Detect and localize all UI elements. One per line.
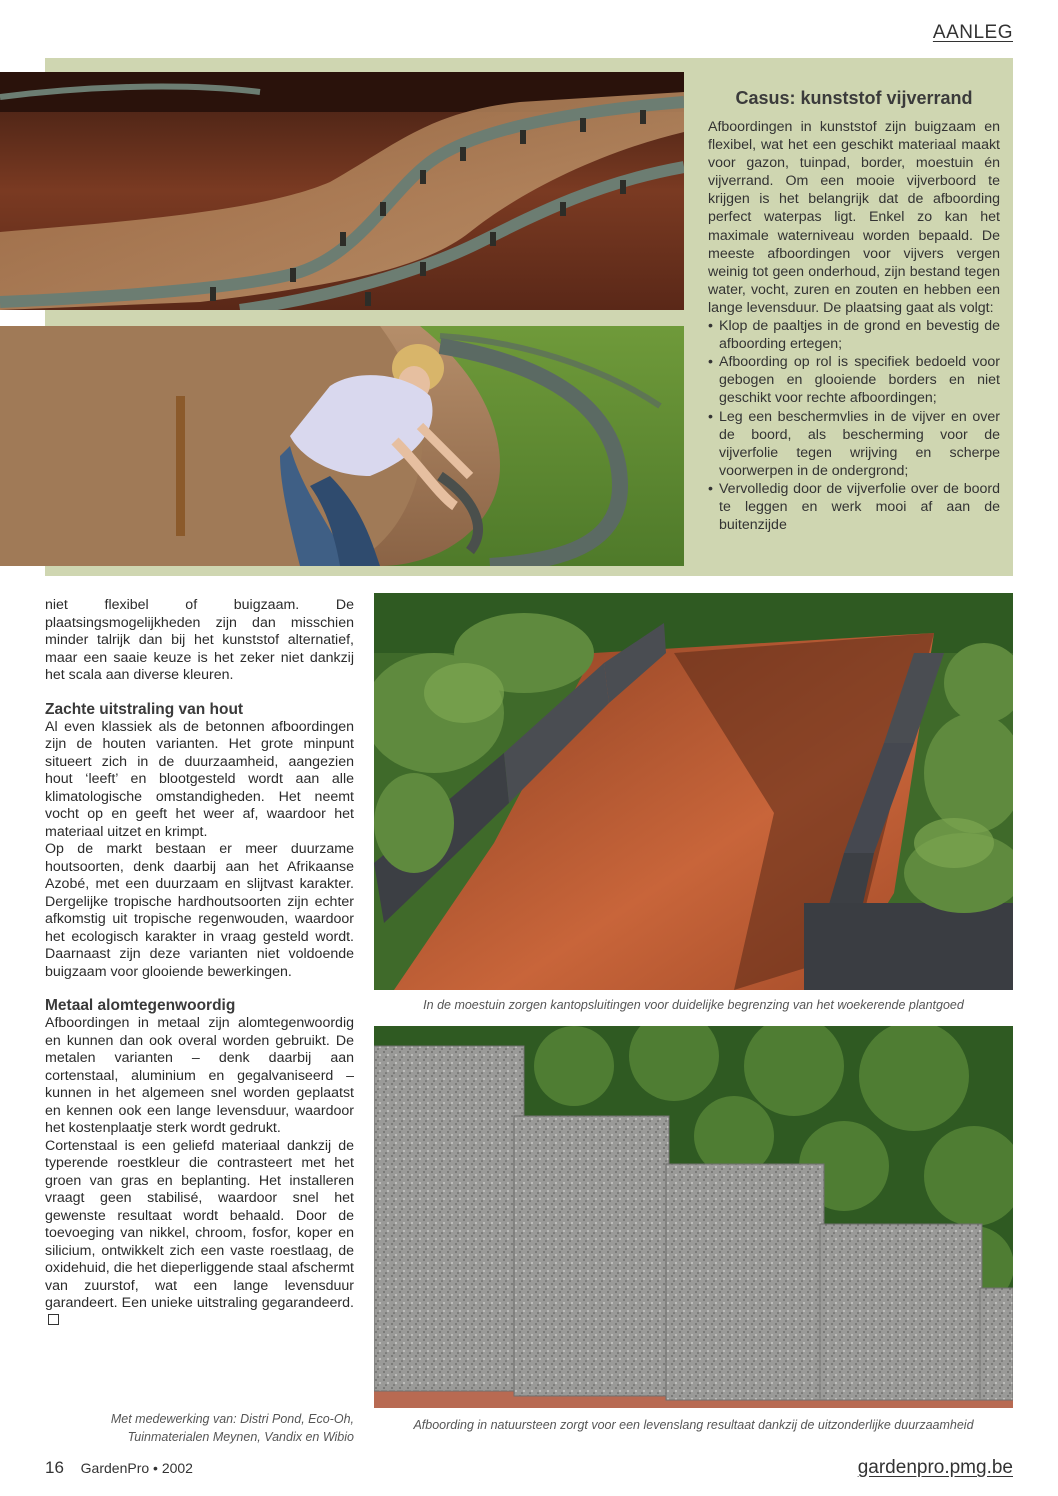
caption-moestuin: In de moestuin zorgen kantopsluitingen voor duidelijke begrenzing van het woekerende plantgoed — [423, 998, 964, 1012]
section-tag: AANLEG — [932, 22, 1013, 43]
sidebar-body — [708, 118, 1000, 534]
photo-woman-pond-edging — [0, 326, 684, 566]
article-paragraph: Op de markt bestaan er meer duurzame houtsoorten, denk daarbij aan het Afrikaanse Azobé, met een duurzaam en slijtvast karakter. Dergelijke tropische hardhoutsoorten zijn echter afkomstig uit tropische regenwouden, waardoor het ecologisch karakter in vraag gesteld wordt. Daarnaast zijn deze varianten niet voldoende buigzaam voor glooiende bewerkingen. — [45, 841, 354, 980]
footer-left — [45, 1458, 193, 1478]
credits-line: Tuinmaterialen Meynen, Vandix en Wibio — [127, 1430, 354, 1444]
sidebar-step: • Leg een beschermvlies in de vijver en over de boord, als bescherming voor de vijverfolie tegen wrijving en scherpe voorwerpen in de ondergrond; — [708, 408, 1000, 480]
credits — [45, 1410, 354, 1446]
article-paragraph: niet flexibel of buigzaam. De plaatsingsmogelijkheden zijn dan misschien minder talrijk dan bij het kunststof alternatief, maar een saaie keuze is het zeker niet dankzij het scala aan diverse kleuren. — [45, 597, 354, 683]
sidebar-step: • Afboording op rol is specifiek bedoeld voor gebogen en glooiende borders en niet geschikt voor rechte afboordingen; — [708, 353, 1000, 407]
sidebar-step: • Vervolledig door de vijverfolie over de boord te leggen en werk mooi af aan de buitenzijde — [708, 480, 1000, 534]
article-paragraph: Afboordingen in metaal zijn alomtegenwoordig en kunnen dan ook overal worden gebruikt. De metalen varianten – denk daarbij aan cortenstaal, aluminium en gegalvaniseerd – kunnen in het algemeen snel worden geplaatst en kennen ook een lange levensduur, waardoor het kostenplaatje sterk wordt gedrukt. — [45, 1015, 354, 1136]
page-number: 16 — [45, 1458, 64, 1477]
sidebar-step: • Klop de paaltjes in de grond en bevestig de afboording ertegen; — [708, 317, 1000, 353]
credits-line: Met medewerking van: Distri Pond, Eco-Oh, — [110, 1412, 354, 1426]
magazine-name: GardenPro • 2002 — [80, 1460, 193, 1476]
photo-natuursteen-edging — [374, 1026, 1013, 1408]
photo-moestuin-edging — [374, 593, 1013, 990]
article-paragraph: Al even klassiek als de betonnen afboordingen zijn de houten varianten. Het grote minpunt situeert zich in de duurzaamheid, aangezien hout ‘leeft’ en blootgesteld wordt aan alle klimatologische omstandigheden. Het neemt vocht op en geeft het weer af, waardoor het materiaal uitzet en krimpt. — [45, 718, 354, 840]
caption-natuursteen: Afboording in natuursteen zorgt voor een levenslang resultaat dankzij de uitzonderlijke duurzaamheid — [413, 1418, 974, 1432]
sidebar-title: Casus: kunststof vijverrand — [735, 88, 973, 108]
website-link[interactable]: gardenpro.pmg.be — [857, 1457, 1013, 1478]
photo-plastic-edging-soil — [0, 72, 684, 310]
article-paragraph-text: Cortenstaal is een geliefd materiaal dankzij de typerende roestkleur die contrasteert met het groen van gras en beplanting. Het installeren vraagt geen stabilisé, waardoor snel het gewenste resultaat wordt behaald. Door de toevoeging van nikkel, chroom, fosfor, koper en silicium, ontwikkelt zich een vaste roestlaag, de oxidehuid, die het dieperliggende staal afschermt van zuurstof, wat een lange levensduur garandeert. Een unieke uitstraling gegarandeerd. — [45, 1137, 354, 1311]
sidebar-steps — [708, 317, 1000, 534]
article-paragraph — [45, 1138, 354, 1331]
sidebar-intro: Afboordingen in kunststof zijn buigzaam en flexibel, wat het een geschikt materiaal maakt voor gazon, tuinpad, border, moestuin én vijverrand. Om een mooie vijverboord te krijgen is het belangrijk dat de afboording perfect waterpas ligt. Enkel zo kan het maximale waterniveau worden bepaald. De meeste afboordingen voor vijvers vergen weinig tot geen onderhoud, zijn bestand tegen water, vocht, zuren en zouten en hebben een lange levensduur. De plaatsing gaat als volgt: — [708, 119, 1000, 316]
article-heading: Metaal alomtegenwoordig — [45, 997, 236, 1014]
end-mark-icon — [48, 1314, 59, 1325]
article-heading: Zachte uitstraling van hout — [45, 700, 244, 718]
article-column — [45, 597, 354, 1330]
